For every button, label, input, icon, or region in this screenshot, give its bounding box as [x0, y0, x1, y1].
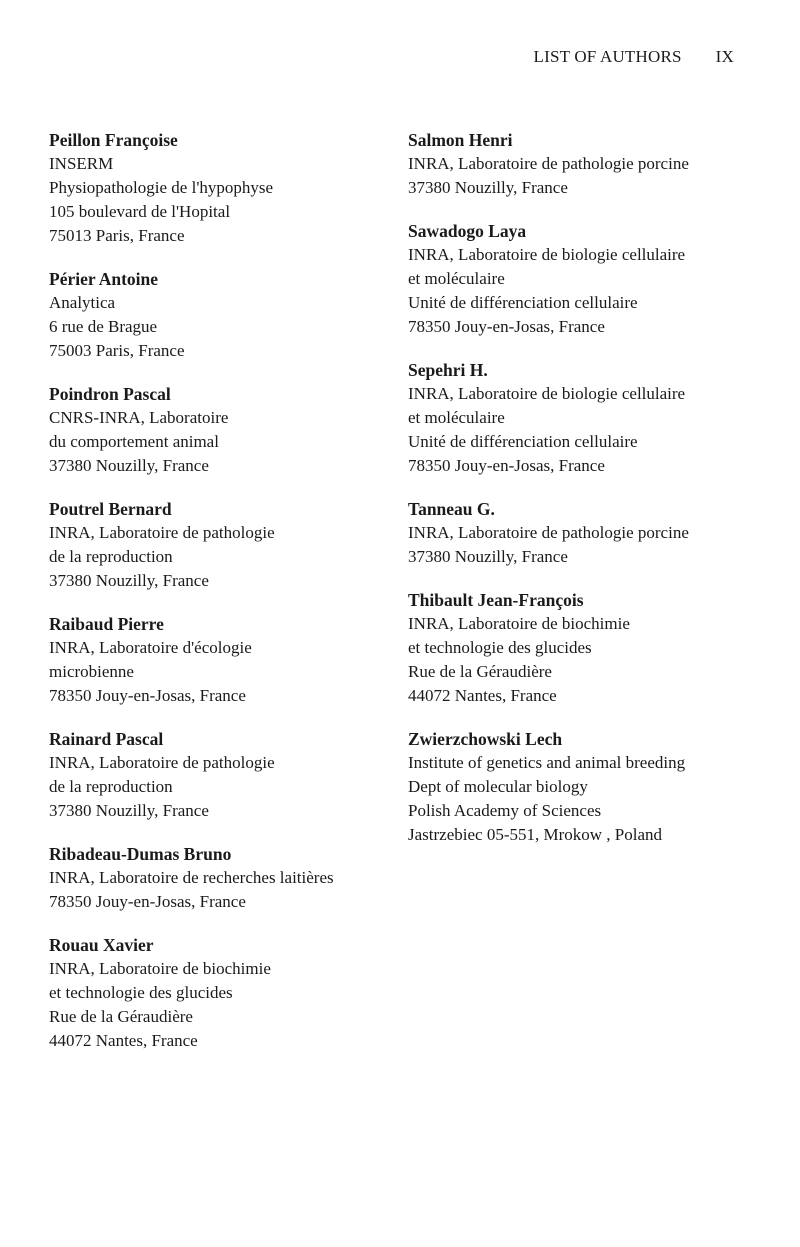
author-name: Thibault Jean-François — [408, 590, 584, 610]
author-entry — [49, 842, 389, 914]
author-address-line: INRA, Laboratoire de biochimie — [408, 614, 630, 633]
author-address-line: Physiopathologie de l'hypophyse — [49, 178, 274, 197]
author-address-line: 78350 Jouy-en-Josas, France — [49, 892, 246, 911]
author-entry — [408, 219, 748, 339]
author-address-line: et technologie des glucides — [49, 983, 233, 1002]
author-address-line: CNRS-INRA, Laboratoire — [49, 408, 229, 427]
author-address-line: 37380 Nouzilly, France — [49, 456, 209, 475]
author-address-line: INRA, Laboratoire de biologie cellulaire — [408, 245, 686, 264]
author-column-right — [408, 128, 748, 866]
author-column-left — [49, 128, 389, 1072]
author-address-line: et moléculaire — [408, 269, 505, 288]
author-name: Peillon Françoise — [49, 130, 178, 150]
author-address-line: 37380 Nouzilly, France — [408, 178, 568, 197]
author-address-line: 6 rue de Brague — [49, 317, 158, 336]
author-address-line: INRA, Laboratoire de pathologie — [49, 753, 275, 772]
author-entry — [49, 612, 389, 708]
author-address-line: 75003 Paris, France — [49, 341, 185, 360]
author-entry — [408, 358, 748, 478]
author-name: Rouau Xavier — [49, 935, 154, 955]
author-entry — [49, 382, 389, 478]
author-address-line: et moléculaire — [408, 408, 505, 427]
author-name: Tanneau G. — [408, 499, 495, 519]
author-address-line: Unité de différenciation cellulaire — [408, 293, 638, 312]
author-address-line: INSERM — [49, 154, 114, 173]
author-address-line: Institute of genetics and animal breeding — [408, 753, 686, 772]
author-address-line: 37380 Nouzilly, France — [49, 801, 209, 820]
author-address-line: 75013 Paris, France — [49, 226, 185, 245]
author-name: Salmon Henri — [408, 130, 513, 150]
author-name: Poindron Pascal — [49, 384, 171, 404]
author-address-line: 44072 Nantes, France — [408, 686, 557, 705]
author-name: Sawadogo Laya — [408, 221, 527, 241]
author-entry — [49, 497, 389, 593]
author-address-line: INRA, Laboratoire d'écologie — [49, 638, 252, 657]
author-name: Poutrel Bernard — [49, 499, 172, 519]
author-address-line: et technologie des glucides — [408, 638, 592, 657]
author-address-line: du comportement animal — [49, 432, 219, 451]
author-address-line: de la reproduction — [49, 547, 173, 566]
author-address-line: 78350 Jouy-en-Josas, France — [49, 686, 246, 705]
running-title: LIST OF AUTHORS — [533, 47, 682, 66]
author-name: Raibaud Pierre — [49, 614, 164, 634]
author-entry — [49, 727, 389, 823]
author-entry — [49, 128, 389, 248]
author-address-line: INRA, Laboratoire de recherches laitières — [49, 868, 334, 887]
author-name: Rainard Pascal — [49, 729, 164, 749]
author-address-line: INRA, Laboratoire de pathologie porcine — [408, 523, 689, 542]
author-address-line: Rue de la Géraudière — [49, 1007, 193, 1026]
author-address-line: Jastrzebiec 05-551, Mrokow , Poland — [408, 825, 663, 844]
author-entry — [408, 727, 748, 847]
author-entry — [49, 267, 389, 363]
author-address-line: de la reproduction — [49, 777, 173, 796]
author-name: Périer Antoine — [49, 269, 159, 289]
author-address-line: 37380 Nouzilly, France — [49, 571, 209, 590]
author-address-line: 105 boulevard de l'Hopital — [49, 202, 231, 221]
author-address-line: Polish Academy of Sciences — [408, 801, 602, 820]
author-name: Zwierzchowski Lech — [408, 729, 563, 749]
author-address-line: INRA, Laboratoire de biochimie — [49, 959, 271, 978]
author-entry — [49, 933, 389, 1053]
author-name: Ribadeau-Dumas Bruno — [49, 844, 232, 864]
author-name: Sepehri H. — [408, 360, 488, 380]
author-address-line: 78350 Jouy-en-Josas, France — [408, 456, 605, 475]
author-address-line: INRA, Laboratoire de biologie cellulaire — [408, 384, 686, 403]
author-address-line: Analytica — [49, 293, 116, 312]
author-address-line: 78350 Jouy-en-Josas, France — [408, 317, 605, 336]
author-address-line: Unité de différenciation cellulaire — [408, 432, 638, 451]
author-address-line: microbienne — [49, 662, 134, 681]
author-address-line: 44072 Nantes, France — [49, 1031, 198, 1050]
author-address-line: Rue de la Géraudière — [408, 662, 552, 681]
author-entry — [408, 588, 748, 708]
author-address-line: INRA, Laboratoire de pathologie — [49, 523, 275, 542]
author-entry — [408, 128, 748, 200]
author-address-line: 37380 Nouzilly, France — [408, 547, 568, 566]
author-address-line: INRA, Laboratoire de pathologie porcine — [408, 154, 689, 173]
page-number: IX — [715, 47, 734, 66]
author-entry — [408, 497, 748, 569]
author-address-line: Dept of molecular biology — [408, 777, 588, 796]
running-head — [534, 47, 735, 67]
